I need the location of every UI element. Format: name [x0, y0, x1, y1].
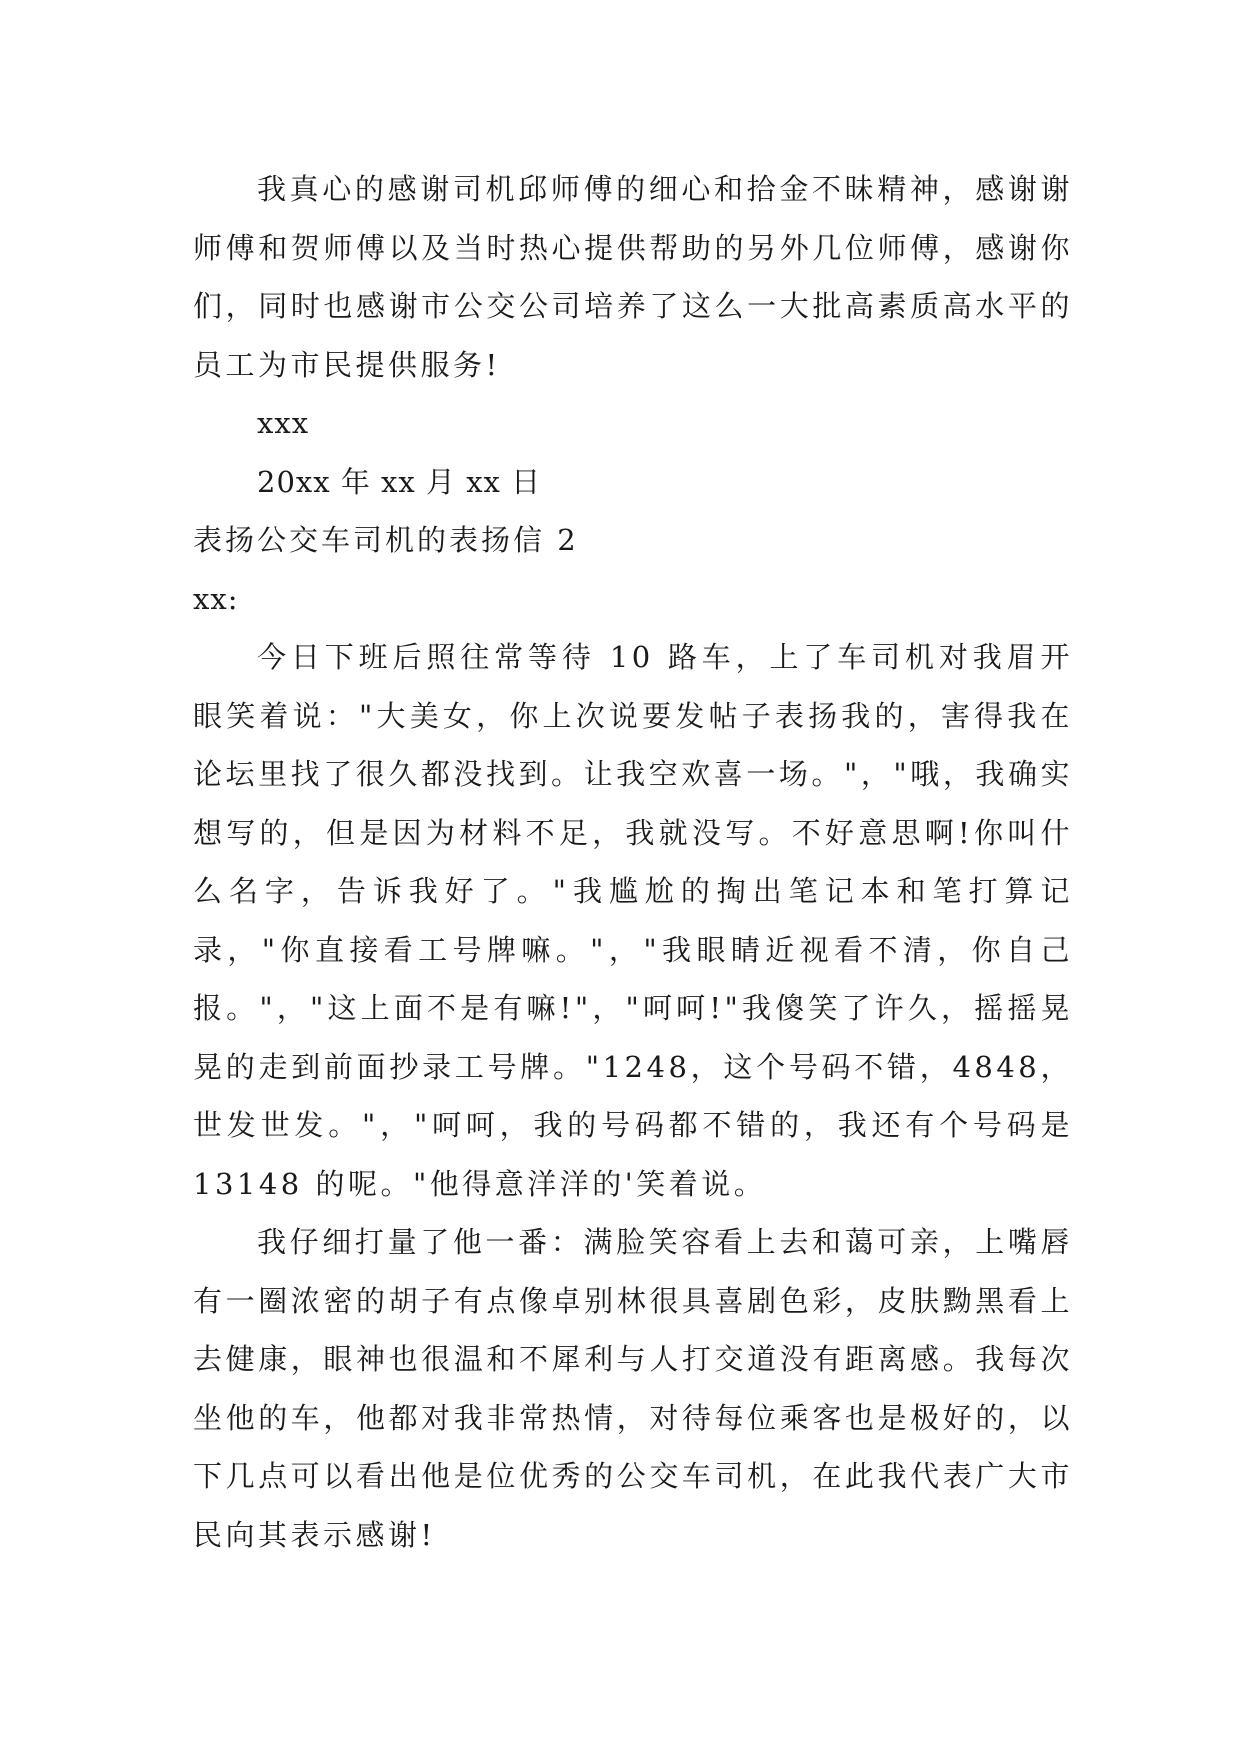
document-page — [193, 160, 1073, 1564]
signature-name: xxx — [257, 406, 310, 440]
salutation: xx: — [193, 581, 239, 616]
description-paragraph: 我仔细打量了他一番：满脸笑容看上去和蔼可亲，上嘴唇有一圈浓密的胡子有点像卓别林很具喜剧色彩，皮肤黝黑看上去健康，眼神也很温和不犀利与人打交道没有距离感。我每次坐他的车，他都对我非常热情，对待每位乘客也是极好的，以下几点可以看出他是位优秀的公交车司机，在此我代表广大市民向其表示感谢! — [193, 1225, 1073, 1552]
thanks-paragraph: 我真心的感谢司机邱师傅的细心和拾金不昧精神，感谢谢师傅和贺师傅以及当时热心提供帮助的另外几位师傅，感谢你们，同时也感谢市公交公司培养了这么一大批高素质高水平的员工为市民提供服务! — [193, 172, 1073, 382]
story-paragraph: 今日下班后照往常等待 10 路车，上了车司机对我眉开眼笑着说："大美女，你上次说要发帖子表扬我的，害得我在论坛里找了很久都没找到。让我空欢喜一场。"，"哦，我确实想写的，但是因为材料不足，我就没写。不好意思啊!你叫什么名字，告诉我好了。"我尴尬的掏出笔记本和笔打算记录，"你直接看工号牌嘛。"，"我眼睛近视看不清，你自己报。"，"这上面不是有嘛!"，"呵呵!"我傻笑了许久，摇摇晃晃的走到前面抄录工号牌。"1248，这个号码不错，4848，世发世发。"，"呵呵，我的号码都不错的，我还有个号码是 13148 的呢。"他得意洋洋的'笑着说。 — [193, 640, 1073, 1201]
section-title: 表扬公交车司机的表扬信 2 — [193, 523, 579, 557]
signature-date: 20xx 年 xx 月 xx 日 — [257, 464, 542, 499]
